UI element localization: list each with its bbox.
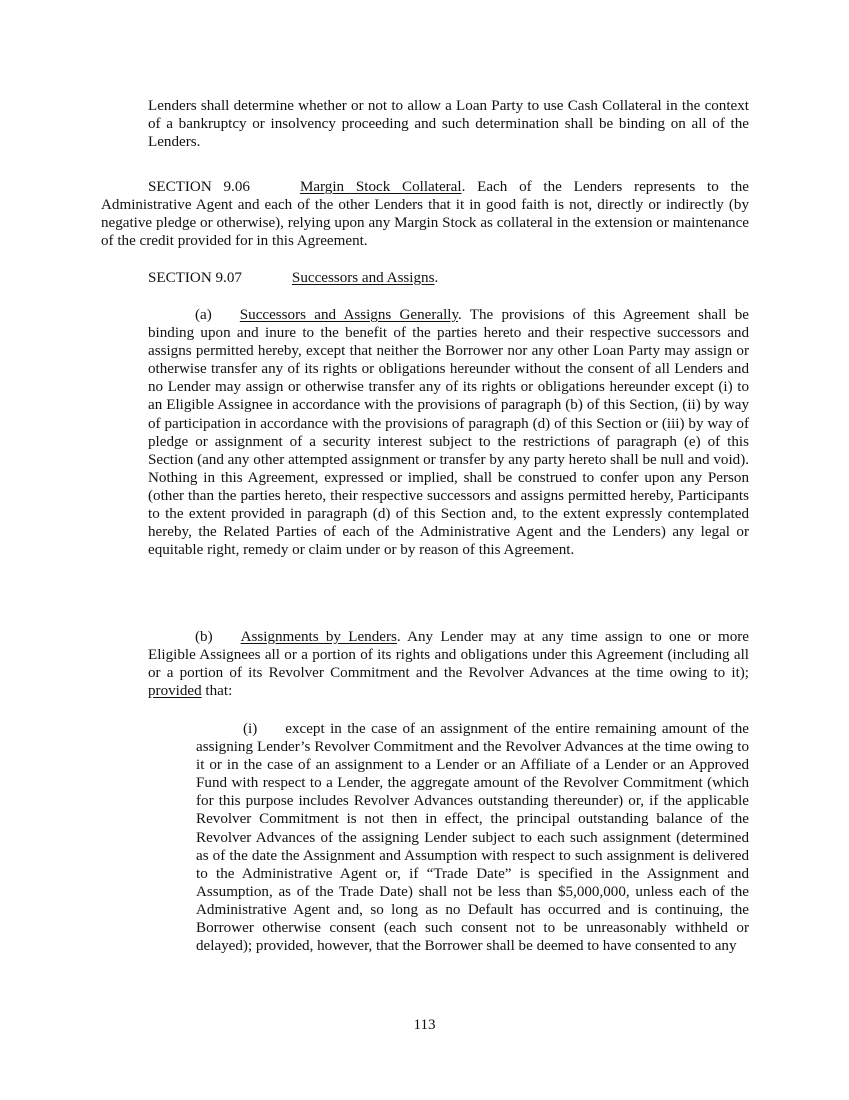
- item-i-label: (i): [243, 721, 258, 737]
- paragraph-b-tail: that:: [201, 683, 233, 700]
- section-9-07-heading-suffix: .: [434, 270, 439, 286]
- section-9-06-number: SECTION 9.06: [148, 179, 250, 195]
- section-9-07-heading-line: [101, 269, 749, 287]
- section-9-07-number: SECTION 9.07: [148, 270, 242, 286]
- paragraph-b-label: (b): [195, 629, 213, 645]
- paragraph-a: [148, 306, 749, 559]
- section-9-06-body: . Each of the Lenders represents to the Administrative Agent and each of the other Lenders that it in good faith is not, directly or indirectly (by negative pledge or otherwise), relying upon any Margin Stock as collateral in the extension or maintenance of the credit provided for in this Agreement.: [101, 179, 749, 250]
- provided-term: provided: [148, 683, 202, 700]
- paragraph-a-body: . The provisions of this Agreement shall be binding upon and inure to the benefit of the parties hereto and their respective successors and assigns permitted hereby, except that neither the Borrower nor any other Loan Party may assign or otherwise transfer any of its rights or obligations hereunder without the consent of all Lenders and no Lender may assign or otherwise transfer any of its rights or obligations hereunder except (i) to an Eligible Assignee in accordance with the provisions of paragraph (b) of this Section, (ii) by way of participation in accordance with the provisions of paragraph (d) of this Section or (iii) by way of pledge or assignment of a security interest subject to the restrictions of paragraph (e) of this Section (and any other attempted assignment or transfer by any party hereto shall be null and void). Nothing in this Agreement, expressed or implied, shall be construed to confer upon any Person (other than the parties hereto, their respective successors and assigns permitted hereby, Participants to the extent provided in paragraph (d) of this Section and, to the extent expressly contemplated hereby, the Related Parties of each of the Administrative Agent and the Lenders) any legal or equitable right, remedy or claim under or by reason of this Agreement.: [148, 307, 749, 559]
- section-9-07-heading: Successors and Assigns: [291, 270, 435, 286]
- carryover-paragraph: Lenders shall determine whether or not to allow a Loan Party to use Cash Collateral in the context of a bankruptcy or insolvency proceeding and such determination shall be binding on all of the Lenders.: [148, 98, 749, 151]
- section-9-06-paragraph: [101, 178, 749, 250]
- item-i-body: except in the case of an assignment of the entire remaining amount of the assigning Lender’s Revolver Commitment and the Revolver Advances at the time owing to it or in the case of an assignment to a Lender or an Affiliate of a Lender or an Approved Fund with respect to a Lender, the aggregate amount of the Revolver Commitment (which for this purpose includes Revolver Advances outstanding thereunder) or, if the applicable Revolver Commitment is not then in effect, the principal outstanding balance of the Revolver Advances of the assigning Lender subject to each such assignment (determined as of the date the Assignment and Assumption with respect to such assignment is delivered to the Administrative Agent or, if “Trade Date” is specified in the Assignment and Assumption, as of the Trade Date) shall not be less than $5,000,000, unless each of the Administrative Agent and, so long as no Default has occurred and is continuing, the Borrower otherwise consent (each such consent not to be unreasonably withheld or delayed); provided, however, that the Borrower shall be deemed to have consented to any: [196, 721, 749, 955]
- paragraph-b: [148, 628, 749, 700]
- paragraph-a-label: (a): [195, 307, 212, 323]
- page-number: 113: [413, 1017, 436, 1033]
- paragraph-b-body: . Any Lender may at any time assign to one or more Eligible Assignees all or a portion of its rights and obligations under this Agreement (including all or a portion of its Revolver Commitment and the Revolver Advances at the time owing to it);: [148, 629, 749, 682]
- item-i: [196, 720, 749, 955]
- paragraph-b-heading: Assignments by Lenders: [240, 629, 397, 645]
- section-9-06-heading: Margin Stock Collateral: [299, 179, 462, 195]
- paragraph-a-heading: Successors and Assigns Generally: [239, 307, 459, 323]
